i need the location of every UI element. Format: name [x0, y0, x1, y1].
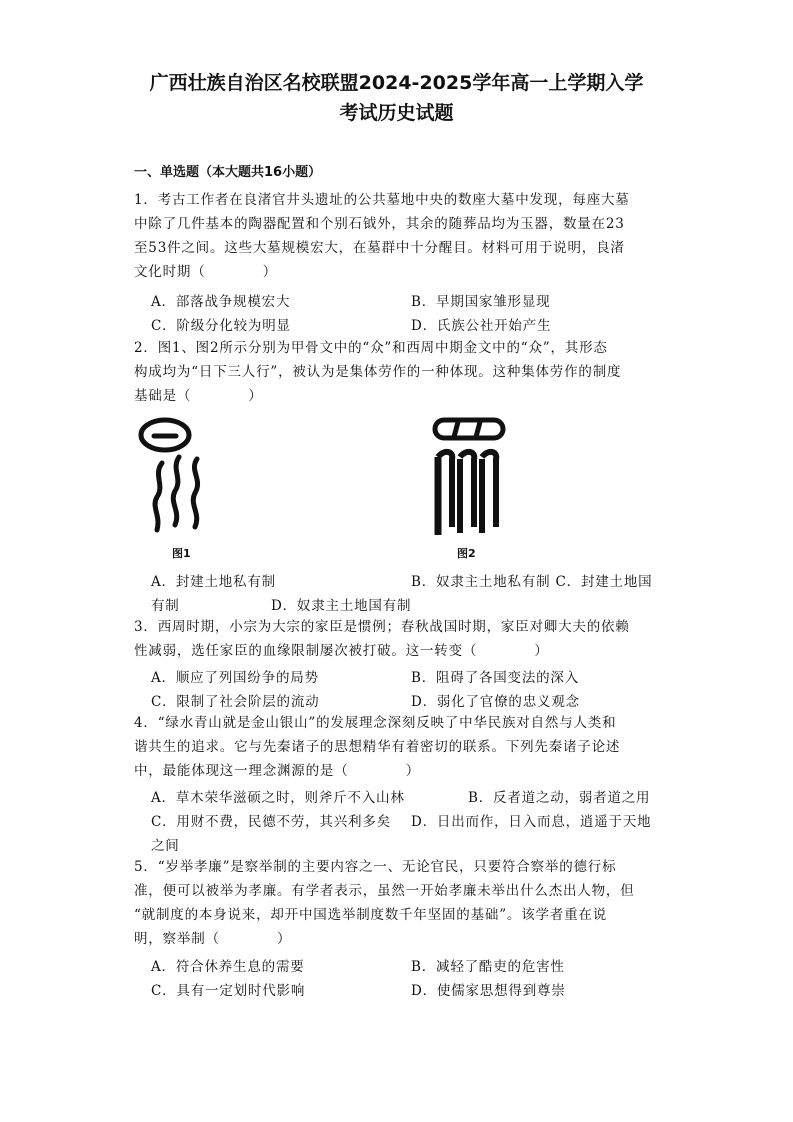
q2-option-d: D．奴隶主土地国有制	[271, 598, 412, 614]
q5-stem-line1: 5．“岁举孝廉”是察举制的主要内容之一、无论官民，只要符合察举的德行标	[134, 859, 617, 875]
q3-option-d: D．弱化了官僚的忠义观念	[411, 694, 580, 710]
q2-stem-line3: 基础是（ ）	[134, 388, 263, 404]
q5-option-a: A．符合休养生息的需要	[151, 959, 305, 975]
q4-option-a: A．草木荣华滋硕之时，则斧斤不入山林	[151, 790, 405, 806]
exam-title-line2: 考试历史试题	[339, 102, 454, 124]
q1-stem-line2: 中除了几件基本的陶器配置和个别石钺外，其余的随葬品均为玉器，数量在23	[134, 216, 625, 232]
q4-option-b: B．反者道之动，弱者道之用	[468, 790, 651, 806]
q1-stem-line3: 至53件之间。这些大墓规模宏大，在墓群中十分醒目。材料可用于说明，良渚	[134, 240, 625, 256]
figure-1-oracle-bone-glyph	[135, 415, 215, 540]
q5-option-c: C．具有一定划时代影响	[151, 983, 306, 999]
q5-stem-line3: “就制度的本身说来，却开中国选举制度数千年坚固的基础”。该学者重在说	[134, 907, 608, 923]
q1-option-c: C．阶级分化较为明显	[151, 318, 291, 334]
q1-option-d: D．氏族公社开始产生	[411, 318, 552, 334]
q3-option-c: C．限制了社会阶层的流动	[151, 694, 320, 710]
q1-option-b: B．早期国家雏形显现	[411, 294, 551, 310]
q4-option-d: D．日出而作，日入而息，逍遥于天地	[411, 814, 652, 830]
q2-option-c-cont: 有制	[151, 598, 180, 614]
q5-stem-line4: 明，察举制（ ）	[134, 931, 292, 947]
figure-2-bronze-inscription-glyph	[430, 415, 510, 540]
q3-stem-line1: 3．西周时期，小宗为大宗的家臣是惯例；春秋战国时期，家臣对卿大夫的依赖	[134, 619, 630, 635]
q4-option-c: C．用财不费，民德不劳，其兴利多矣	[151, 814, 391, 830]
q3-option-b: B．阻碍了各国变法的深入	[411, 670, 580, 686]
q2-option-a: A．封建土地私有制	[151, 574, 276, 590]
q3-option-a: A．顺应了列国纷争的局势	[151, 670, 319, 686]
q4-option-d-cont: 之间	[151, 838, 180, 854]
q1-stem-line1: 1．考古工作者在良渚官井头遗址的公共墓地中央的数座大墓中发现，每座大墓	[134, 192, 630, 208]
figure-2-caption: 图2	[457, 547, 476, 560]
q2-stem-line2: 构成均为“日下三人行”，被认为是集体劳作的一种体现。这种集体劳作的制度	[134, 364, 622, 380]
figure-1-caption: 图1	[172, 547, 191, 560]
q4-stem-line2: 谐共生的追求。它与先秦诸子的思想精华有着密切的联系。下列先秦诸子论述	[134, 739, 621, 755]
q5-option-d: D．使儒家思想得到尊崇	[411, 983, 566, 999]
q1-option-a: A．部落战争规模宏大	[151, 294, 291, 310]
q5-option-b: B．减轻了酷吏的危害性	[411, 959, 565, 975]
exam-title-line1: 广西壮族自治区名校联盟2024-2025学年高一上学期入学	[149, 72, 644, 94]
q3-stem-line2: 性减弱，选任家臣的血缘限制屡次被打破。这一转变（ ）	[134, 643, 549, 659]
q4-stem-line3: 中，最能体现这一理念渊源的是（ ）	[134, 763, 420, 779]
q4-stem-line1: 4．“绿水青山就是金山银山”的发展理念深刻反映了中华民族对自然与人类和	[134, 715, 617, 731]
q2-stem-line1: 2．图1、图2所示分别为甲骨文中的“众”和西周中期金文中的“众”，其形态	[134, 340, 608, 356]
q5-stem-line2: 准，便可以被举为孝廉。有学者表示，虽然一开始孝廉未举出什么杰出人物，但	[134, 883, 635, 899]
section-heading: 一、单选题（本大题共16小题）	[134, 165, 322, 180]
q1-stem-line4: 文化时期（ ）	[134, 264, 277, 280]
q2-option-b-c: B．奴隶主土地私有制 C．封建土地国	[411, 574, 653, 590]
